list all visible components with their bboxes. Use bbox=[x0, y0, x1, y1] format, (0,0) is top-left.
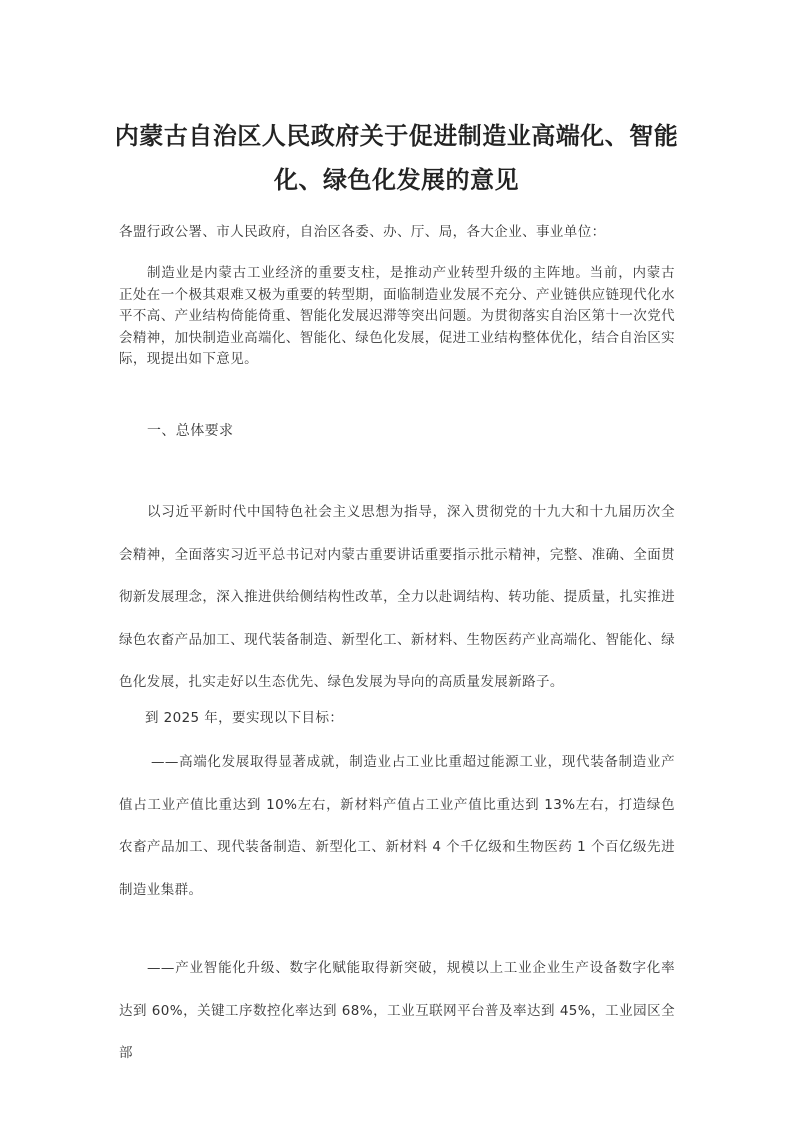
goal-item: ——高端化发展取得显著成就，制造业占工业比重超过能源工业，现代装备制造业产值占工业产值比重达到 10%左右，新材料产值占工业产值比重达到 13%左右，打造绿色农畜产品加工、现代装备制造、新型化工、新材料 4 个千亿级和生物医药 1 个百亿级先进制造业集群。 bbox=[119, 754, 675, 898]
target-intro: 到 2025 年，要实现以下目标： bbox=[145, 710, 344, 726]
document-title: 内蒙古自治区人民政府关于促进制造业高端化、智能化、绿色化发展的意见 bbox=[114, 122, 679, 195]
goal-item: ——产业智能化升级、数字化赋能取得新突破，规模以上工业企业生产设备数字化率达到 60%，关键工序数控化率达到 68%，工业互联网平台普及率达到 45%，工业园区全部 bbox=[119, 960, 675, 1061]
intro-paragraph: 制造业是内蒙古工业经济的重要支柱，是推动产业转型升级的主阵地。当前，内蒙古正处在一个极其艰难又极为重要的转型期，面临制造业发展不充分、产业链供应链现代化水平不高、产业结构倚能倚重、智能化发展迟滞等突出问题。为贯彻落实自治区第十一次党代会精神，加快制造业高端化、智能化、绿色化发展，促进工业结构整体优化，结合自治区实际，现提出如下意见。 bbox=[119, 265, 675, 367]
section-heading: 一、总体要求 bbox=[147, 423, 234, 439]
guiding-paragraph: 以习近平新时代中国特色社会主义思想为指导，深入贯彻党的十九大和十九届历次全会精神，全面落实习近平总书记对内蒙古重要讲话重要指示批示精神，完整、准确、全面贯彻新发展理念，深入推进供给侧结构性改革，全力以赴调结构、转功能、提质量，扎实推进绿色农畜产品加工、现代装备制造、新型化工、新材料、生物医药产业高端化、智能化、绿色化发展，扎实走好以生态优先、绿色发展为导向的高质量发展新路子。 bbox=[119, 504, 675, 690]
salutation: 各盟行政公署、市人民政府，自治区各委、办、厅、局，各大企业、事业单位： bbox=[119, 224, 606, 240]
